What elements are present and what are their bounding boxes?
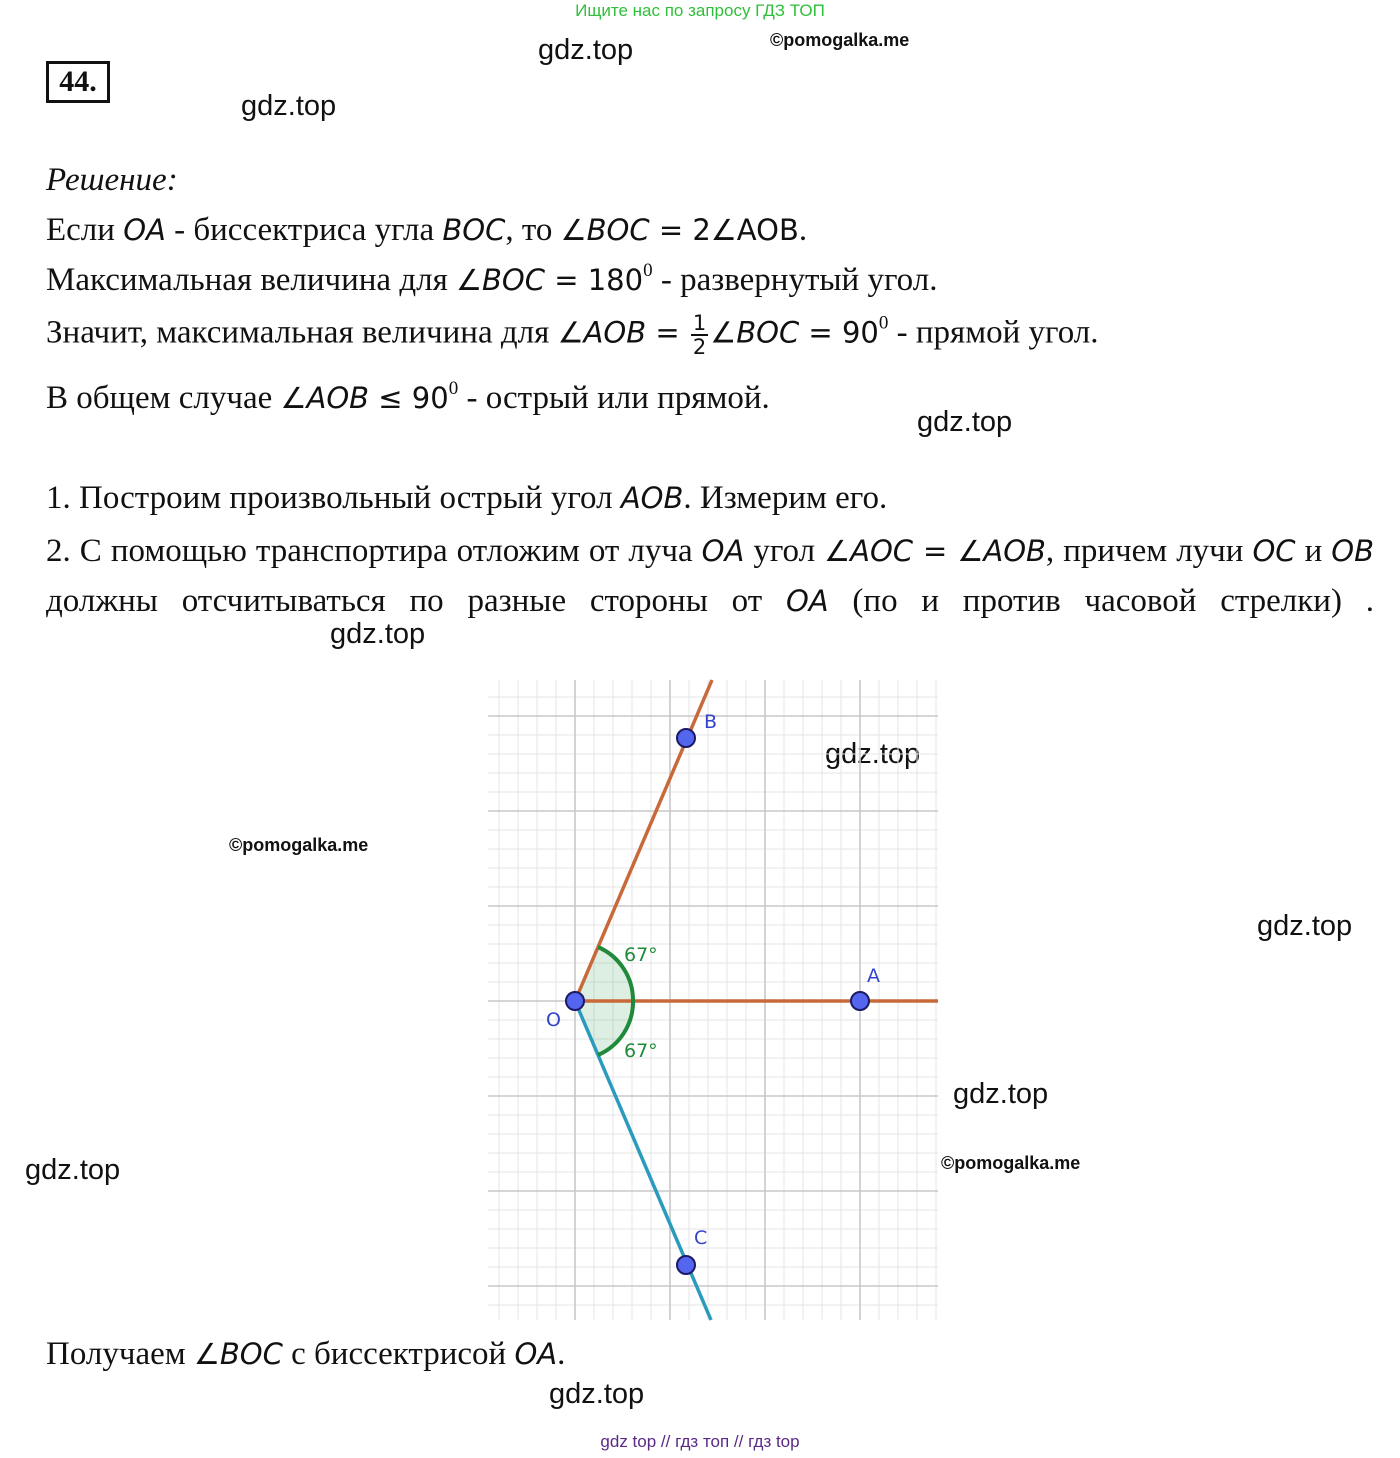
copyright-mark: ©pomogalka.me [941, 1153, 1081, 1173]
step-2: 2. С помощью транспортира отложим от луча OA угол ∠AOC = ∠AOB, причем лучи OC и OB должны отсчитываться по разные стороны от OA (по и против часовой стрелки) . [46, 533, 1374, 619]
watermark: gdz.top [917, 406, 1013, 438]
label-c: C [694, 1227, 708, 1249]
angle-label-top: 67° [624, 944, 658, 966]
point-c[interactable] [677, 1256, 695, 1274]
watermark: gdz.top [538, 34, 634, 66]
point-o[interactable] [566, 992, 584, 1010]
text-line-4: В общем случае ∠AOB ≤ $90^0$ - острый или прямой. [46, 378, 770, 416]
problem-number: 44. [46, 61, 110, 103]
conclusion-line: Получаем ∠BOC с биссектрисой OA. [46, 1336, 566, 1372]
watermark: gdz.top [25, 1154, 121, 1186]
label-o: O [546, 1009, 561, 1031]
watermark: gdz.top [549, 1378, 645, 1410]
text-line-1: Если OA - биссектриса угла BOC, то ∠BOC = 2∠AOB. [46, 212, 808, 248]
label-b: B [704, 711, 718, 733]
angle-construction-figure [480, 676, 950, 1324]
text-line-3: Значит, максимальная величина для ∠AOB = $\frac{1}{2}$ ∠BOC = $90^0$ - прямой угол. [46, 311, 1099, 359]
step-1: 1. Построим произвольный острый угол AOB. Измерим его. [46, 480, 888, 516]
watermark: gdz.top [1257, 910, 1353, 942]
watermark: gdz.top [825, 738, 921, 770]
copyright-mark: ©pomogalka.me [229, 835, 369, 855]
top-banner[interactable]: Ищите нас по запросу ГДЗ ТОП [575, 1, 825, 20]
solution-label: Решение: [46, 162, 178, 198]
point-b[interactable] [677, 729, 695, 747]
watermark: gdz.top [330, 618, 426, 650]
label-a: A [867, 965, 880, 987]
copyright-mark: ©pomogalka.me [770, 30, 910, 50]
point-a[interactable] [851, 992, 869, 1010]
angle-label-bottom: 67° [624, 1040, 658, 1062]
footer-links[interactable]: gdz top // гдз топ // гдз top [600, 1432, 800, 1451]
fraction-one-half: $\frac{1}{2}$ [692, 311, 707, 359]
text-line-2: Максимальная величина для ∠BOC = $180^0$ - развернутый угол. [46, 260, 938, 298]
watermark: gdz.top [953, 1078, 1049, 1110]
watermark: gdz.top [241, 90, 337, 122]
